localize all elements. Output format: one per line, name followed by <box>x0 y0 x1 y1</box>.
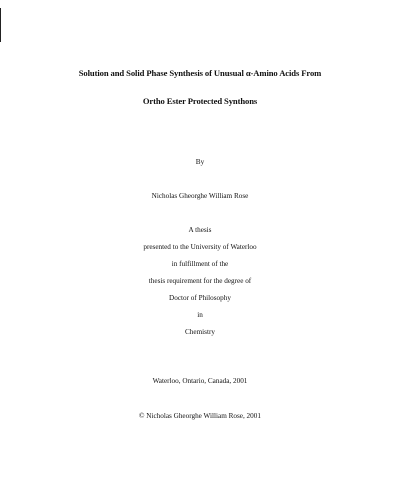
copyright-notice: © Nicholas Gheorghe William Rose, 2001 <box>139 412 261 420</box>
thesis-label: A thesis <box>188 226 212 234</box>
field: Chemistry <box>185 328 215 336</box>
requirement: thesis requirement for the degree of <box>148 277 252 285</box>
in-label: in <box>197 311 203 319</box>
author-name: Nicholas Gheorghe William Rose <box>151 192 249 200</box>
byline: By <box>195 158 205 166</box>
title-line-2: Ortho Ester Protected Synthons <box>142 96 258 106</box>
fulfillment: in fulfillment of the <box>171 260 229 268</box>
presented-to: presented to the University of Waterloo <box>143 243 257 251</box>
degree: Doctor of Philosophy <box>169 294 231 302</box>
place-date: Waterloo, Ontario, Canada, 2001 <box>152 377 248 385</box>
scan-edge-mark <box>0 8 1 42</box>
title-line-1: Solution and Solid Phase Synthesis of Unusual α-Amino Acids From <box>78 68 322 78</box>
